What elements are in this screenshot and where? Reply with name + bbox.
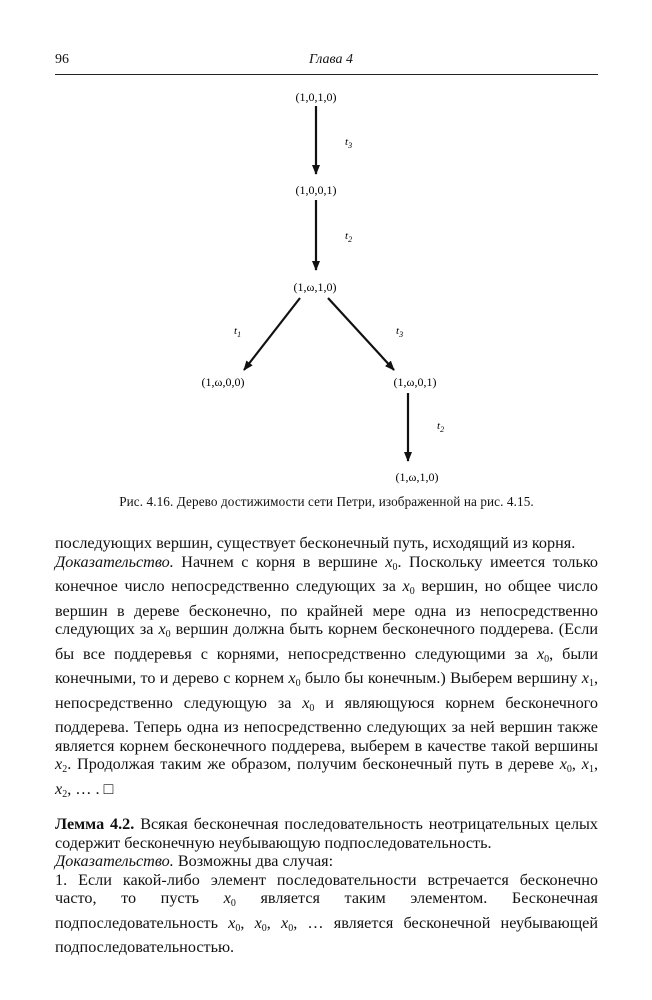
body-text <box>55 534 598 957</box>
paragraph-continuation: последующих вершин, существует бесконечный путь, исходящий из корня. <box>55 534 576 552</box>
tree-node-root: (1,0,1,0) <box>295 90 337 104</box>
transition-label-t2-mid: $t_2$ <box>345 230 353 244</box>
tree-node-4: (1,ω,0,0) <box>201 375 245 389</box>
page-number: 96 <box>55 52 69 67</box>
lemma-paragraph: Лемма 4.2. Всякая бесконечная последовательность неотрицательных целых содержит бесконечную неубывающую подпоследовательность. <box>55 815 599 852</box>
transition-label-t3-right: $t_3$ <box>396 325 404 339</box>
proof-label: Доказательство. <box>55 552 174 571</box>
tree-node-5: (1,ω,0,1) <box>393 375 437 389</box>
lemma-label: Лемма 4.2. <box>55 815 135 833</box>
proof-paragraph-2: Доказательство. Возможны два случая: <box>55 852 334 870</box>
transition-label-t3-top: $t_3$ <box>345 136 353 150</box>
proof-paragraph-1: Доказательство. Начнем с корня в вершине $x_0$. Поскольку имеется только конечное число непосредственно следующих за $x_0$ вершин, но общее число вершин в дереве бесконечно, по крайней мере одна из непосредственно следующих за $x_0$ вершин должна быть корнем бесконечного поддерева. (Если бы все поддеревья с корнями, непосредственно следующими за $x_0$, были конечными, то и дерево с корнем $x_0$ было бы конечным.) Выберем вершину $x_1$, непосредственно следующую за $x_0$ и являющуюся корнем бесконечного поддерева. Теперь одна из непосредственно следующих за ней вершин также является корнем бесконечного поддерева, выберем в качестве такой вершины $x_2$. Продолжая таким же образом, получим бесконечный путь в дереве $x_0$, $x_1$, $x_2$, … . □ <box>55 552 599 800</box>
tree-node-2: (1,0,0,1) <box>295 183 337 197</box>
case-1-paragraph: 1. Если какой-либо элемент последовательности встречается бесконечно часто, то пусть $x_0$ является таким элементом. Бесконечная подпоследовательность $x_0$, $x_0$, $x_0$, … является бесконечной неубывающей подпоследовательностью. <box>55 870 599 956</box>
tree-node-6: (1,ω,1,0) <box>395 470 439 484</box>
edge-n3-to-n4 <box>244 298 300 370</box>
tree-node-3: (1,ω,1,0) <box>293 280 337 294</box>
figure-caption: Рис. 4.16. Дерево достижимости сети Петри, изображенной на рис. 4.15. <box>119 494 534 509</box>
edge-n3-to-n5 <box>328 298 394 370</box>
transition-label-t1: $t_1$ <box>234 325 242 339</box>
transition-label-t2-bottom: $t_2$ <box>437 420 445 434</box>
chapter-title: Глава 4 <box>309 52 353 67</box>
proof-label-2: Доказательство. <box>55 852 174 870</box>
